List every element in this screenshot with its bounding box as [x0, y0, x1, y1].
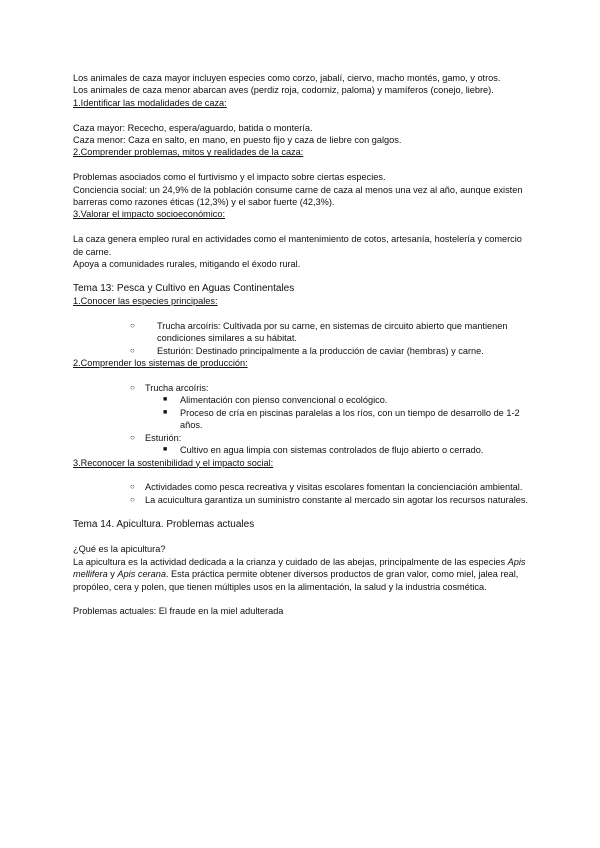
- list-item: [73, 432, 533, 444]
- list-item-text: Proceso de cría en piscinas paralelas a los ríos, con un tiempo de desarrollo de 1-2 años.: [180, 407, 520, 431]
- section-heading-impacto: 3.Valorar el impacto socioeconómico:: [73, 209, 226, 220]
- section-heading-problemas: 2.Comprender problemas, mitos y realidades de la caza:: [73, 147, 304, 158]
- apicultura-paragraph: [73, 556, 533, 593]
- list-item: [73, 407, 533, 432]
- caza-mayor-intro: Los animales de caza mayor incluyen especies como corzo, jabalí, ciervo, macho montés, gamo, y otros.: [73, 73, 501, 83]
- problemas-paragraph: Problemas asociados como el furtivismo y el impacto sobre ciertas especies.: [73, 172, 386, 183]
- list-item-text: Trucha arcoíris:: [145, 383, 209, 394]
- caza-mayor-modalidades: Caza mayor: Rececho, espera/aguardo, batida o montería.: [73, 122, 313, 133]
- list-item: [73, 494, 533, 506]
- comunidades-rurales-paragraph: Apoya a comunidades rurales, mitigando el éxodo rural.: [73, 259, 301, 270]
- tema13-title: Tema 13: Pesca y Cultivo en Aguas Continentales: [73, 282, 295, 294]
- sistemas-list: [73, 382, 533, 456]
- species-apis-mellifera: Apis mellifera: [73, 556, 526, 580]
- square-bullet-icon: ■: [163, 396, 168, 404]
- especies-list: [73, 320, 533, 357]
- empleo-rural-paragraph: La caza genera empleo rural en actividades como el mantenimiento de cotos, artesanía, hostelería y comercio de carne.: [73, 234, 522, 257]
- list-item: [73, 481, 533, 493]
- caza-menor-intro: Los animales de caza menor abarcan aves (perdiz roja, codorniz, paloma) y mamíferos (conejo, liebre).: [73, 85, 494, 96]
- square-bullet-icon: ■: [163, 408, 168, 416]
- apicultura-text-c: . Esta práctica permite obtener diversos productos de gran valor, como miel, jalea real, propóleo, cera y polen, que tienen múltiples usos en la alimentación, la salud y la industria cosmética.: [73, 569, 519, 592]
- list-item-text: Trucha arcoíris: Cultivada por su carne, en sistemas de circuito abierto que mantienen condiciones similares a su hábitat.: [157, 321, 508, 344]
- circle-bullet-icon: ○: [130, 432, 135, 442]
- circle-bullet-icon: ○: [130, 345, 135, 355]
- tema13-heading-sistemas: 2.Comprender los sistemas de producción:: [73, 358, 248, 369]
- conciencia-social-paragraph: Conciencia social: un 24,9% de la población consume carne de caza al menos una vez al año, aunque existen barreras como razones éticas (12,3%) y el sabor fuerte (42,3%).: [73, 184, 523, 208]
- list-item: [73, 444, 533, 456]
- caza-menor-modalidades: Caza menor: Caza en salto, en mano, en puesto fijo y caza de liebre con galgos.: [73, 135, 402, 146]
- tema13-heading-sostenibilidad: 3.Reconocer la sostenibilidad y el impacto social:: [73, 457, 274, 468]
- list-item-text: Esturión: Destinado principalmente a la producción de caviar (hembras) y carne.: [157, 345, 484, 356]
- tema14-title: Tema 14. Apicultura. Problemas actuales: [73, 518, 255, 530]
- document-body: [73, 72, 533, 618]
- circle-bullet-icon: ○: [130, 321, 135, 331]
- sostenibilidad-list: [73, 481, 533, 506]
- list-item-text: La acuicultura garantiza un suministro constante al mercado sin agotar los recursos naturales.: [145, 494, 529, 505]
- list-item: [73, 320, 533, 345]
- list-item-text: Esturión:: [145, 432, 182, 443]
- tema13-heading-especies: 1.Conocer las especies principales:: [73, 296, 218, 307]
- circle-bullet-icon: ○: [130, 482, 135, 492]
- circle-bullet-icon: ○: [130, 383, 135, 393]
- section-heading-modalidades: 1.Identificar las modalidades de caza:: [73, 97, 227, 108]
- list-item: [73, 382, 533, 394]
- list-item: [73, 394, 533, 406]
- apicultura-text-b: y: [107, 569, 118, 580]
- list-item-text: Cultivo en agua limpia con sistemas controlados de flujo abierto o cerrado.: [180, 445, 484, 456]
- circle-bullet-icon: ○: [130, 494, 135, 504]
- problemas-actuales: Problemas actuales: El fraude en la miel adulterada: [73, 606, 284, 617]
- apicultura-text-a: La apicultura es la actividad dedicada a la crianza y cuidado de las abejas, principalmente de las especies: [73, 556, 508, 567]
- species-apis-cerana: Apis cerana: [117, 569, 166, 580]
- square-bullet-icon: ■: [163, 446, 168, 454]
- list-item-text: Actividades como pesca recreativa y visitas escolares fomentan la concienciación ambiental.: [145, 482, 523, 493]
- apicultura-question: ¿Qué es la apicultura?: [73, 544, 166, 555]
- list-item: [73, 345, 533, 357]
- list-item-text: Alimentación con pienso convencional o ecológico.: [180, 395, 388, 406]
